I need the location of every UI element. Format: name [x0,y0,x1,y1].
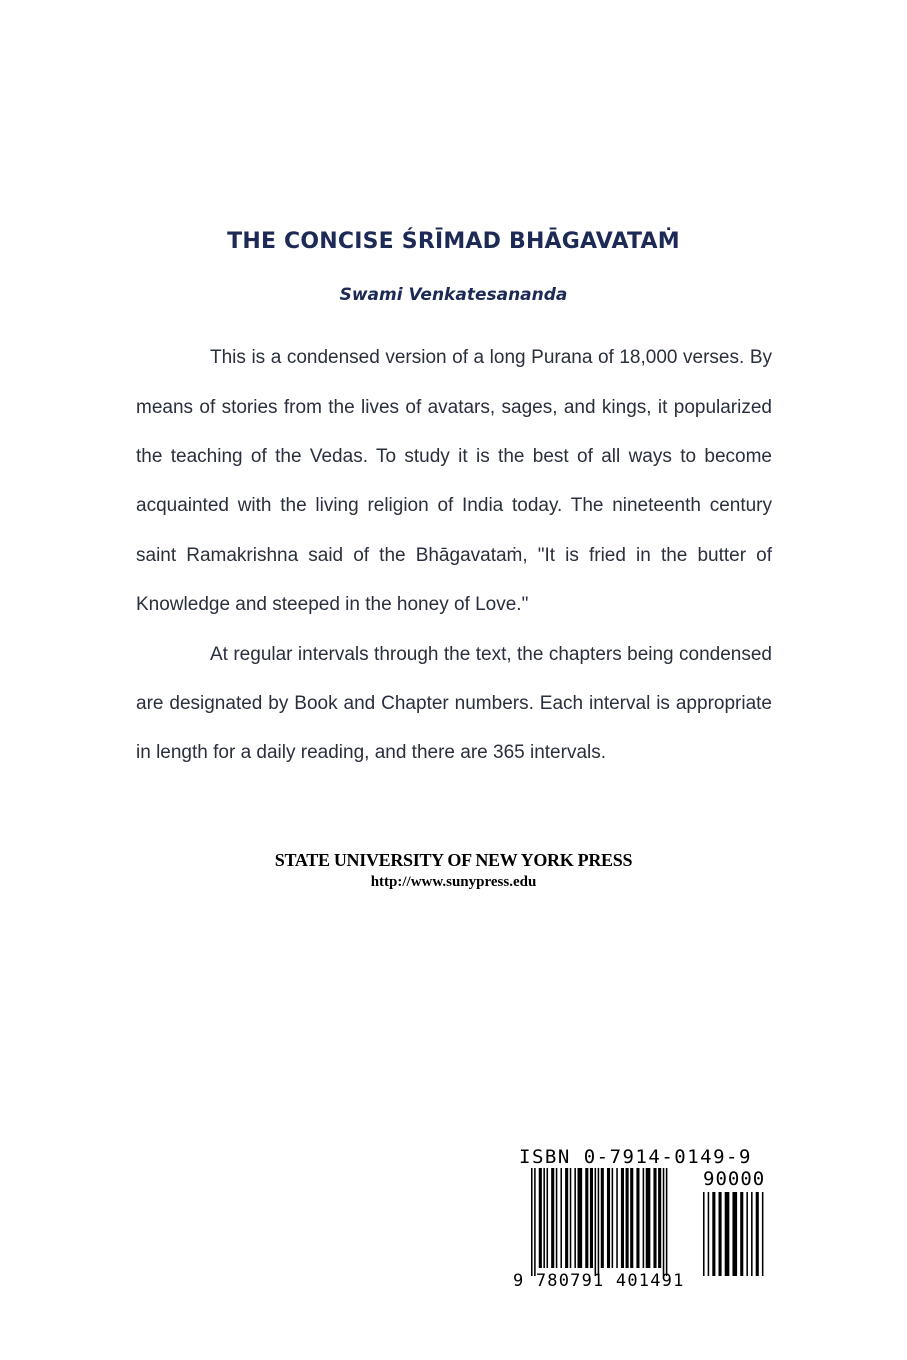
barcode-bar [601,1168,604,1268]
barcode-bar [703,1192,705,1276]
paragraph-1-line: Knowledge and steeped in the honey of Love." [136,594,529,615]
ean-bars [531,1168,667,1276]
barcode-bar [756,1192,759,1276]
barcode-bar [751,1192,753,1276]
barcode-bar [646,1168,651,1268]
paragraph-2-line: in length for a daily reading, and there are 365 intervals. [136,742,607,763]
barcode-bar [598,1168,600,1276]
barcode-bar [612,1168,614,1268]
publisher-name: STATE UNIVERSITY OF NEW YORK PRESS [274,850,633,870]
barcode-bar [556,1168,558,1268]
barcode-bar [616,1168,618,1268]
barcode-bar [630,1168,633,1268]
paragraph-1-line: This is a condensed version of a long Purana of 18,000 verses. By [210,347,772,368]
barcode-bar [746,1192,748,1276]
barcode-bar [534,1168,536,1276]
barcode-bar [543,1168,545,1268]
paragraph-1-line: means of stories from the lives of avatars, sages, and kings, it popularized [136,397,772,418]
paragraph-2-line: At regular intervals through the text, the chapters being condensed [210,644,772,665]
barcode-bar [663,1168,665,1276]
barcode-bar [565,1168,568,1268]
barcode-bar [570,1168,572,1268]
isbn-label: ISBN 0-7914-0149-9 [519,1146,752,1168]
barcode-bar [658,1168,661,1268]
book-title: THE CONCISE ŚRĪMAD BHĀGAVATAṀ [227,229,680,254]
barcode-bar [762,1192,764,1276]
barcode-bar [653,1168,656,1268]
barcode-bar [712,1192,715,1276]
addon-bars [703,1192,763,1276]
barcode-bar [740,1192,743,1276]
barcode-bar [643,1168,645,1268]
barcode-bar [666,1168,668,1276]
paragraph-1-line: the teaching of the Vedas. To study it is the best of all ways to become [136,446,772,467]
barcode-bar [607,1168,610,1268]
barcode-bar [732,1192,737,1276]
barcode-bar [547,1168,549,1268]
author-name: Swami Venkatesananda [339,285,568,305]
paragraph-1-line: acquainted with the living religion of India today. The nineteenth century [136,495,772,516]
price-code: 90000 [703,1168,766,1190]
barcode-bar [725,1192,730,1276]
barcode-bar [578,1168,583,1268]
barcode-bar [719,1192,722,1276]
publisher-website: http://www.sunypress.edu [370,874,537,890]
barcode-bar [708,1192,710,1276]
paragraph-1-line: saint Ramakrishna said of the Bhāgavataṁ, "It is fried in the butter of [136,545,772,566]
barcode-bar [636,1168,639,1268]
barcode-bar [585,1168,588,1268]
barcode-bar [595,1168,597,1276]
paragraph-2-line: are designated by Book and Chapter numbers. Each interval is appropriate [136,693,772,714]
barcode-bar [539,1168,542,1268]
barcode-bar [574,1168,576,1268]
ean-number: 9 780791 401491 [513,1271,685,1291]
barcode-bar [590,1168,593,1268]
barcode-bar [551,1168,554,1268]
barcode-bar [621,1168,624,1268]
isbn-barcode [513,1146,773,1296]
barcode-bar [626,1168,629,1268]
barcode-bar [560,1168,562,1268]
barcode-bar [531,1168,533,1276]
